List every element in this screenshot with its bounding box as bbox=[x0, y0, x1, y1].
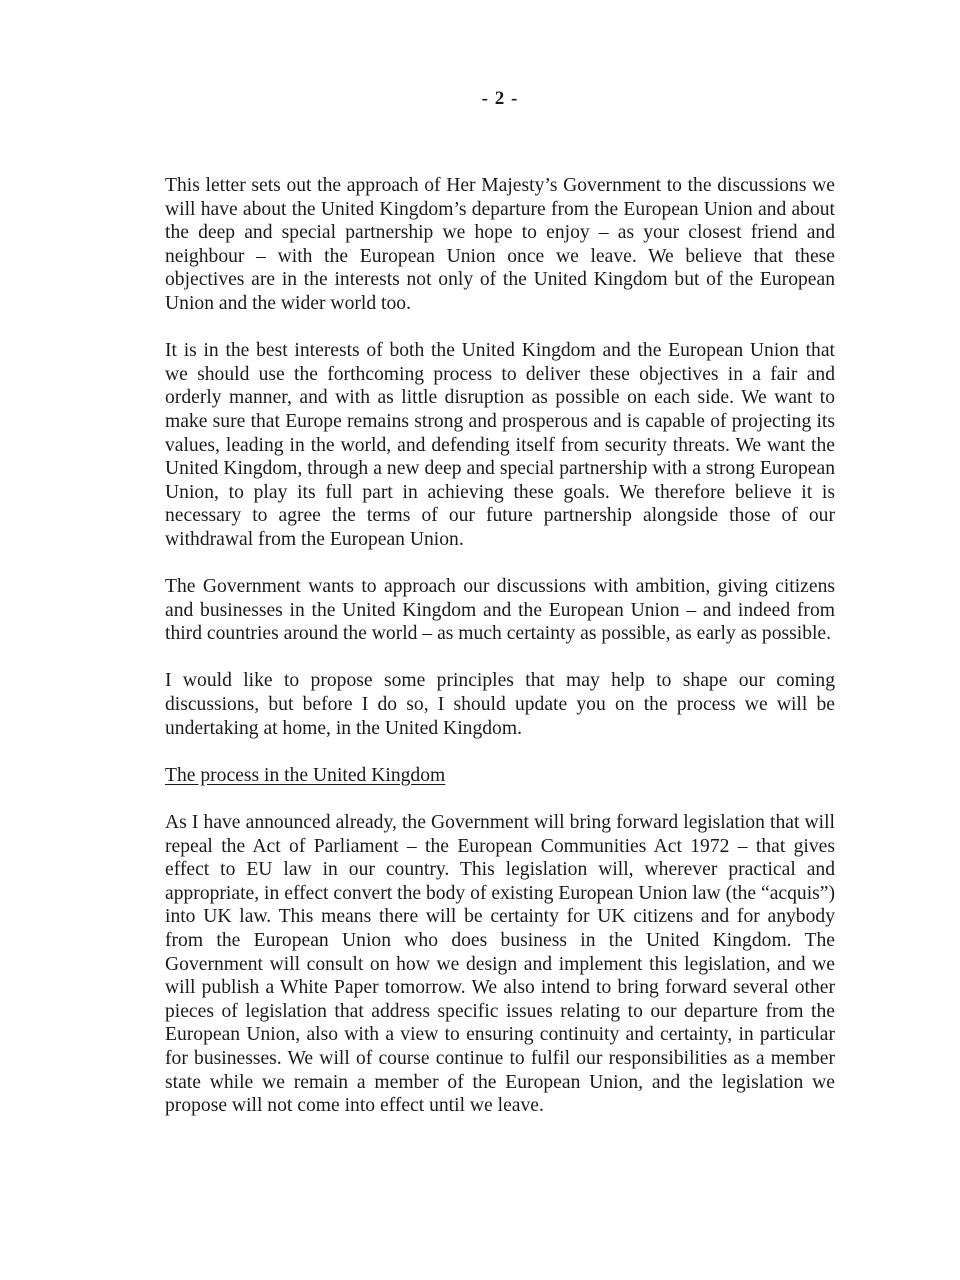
section-heading: The process in the United Kingdom bbox=[165, 764, 446, 786]
letter-body bbox=[165, 174, 835, 1141]
page-number: - 2 - bbox=[481, 88, 519, 109]
paragraph-approach-discussions: The Government wants to approach our discussions with ambition, giving citizens and businesses in the United Kingdom and the European Union – and indeed from third countries around the world – as much certainty as possible, as early as possible. bbox=[165, 576, 835, 645]
paragraph-propose-principles: I would like to propose some principles that may help to shape our coming discussions, but before I do so, I should update you on the process we will be undertaking at home, in the United Kingdom. bbox=[165, 670, 835, 739]
paragraph-legislation-process: As I have announced already, the Government will bring forward legislation that will repeal the Act of Parliament – the European Communities Act 1972 – that gives effect to EU law in our country. This legislation will, wherever practical and appropriate, in effect convert the body of existing European Union law (the “acquis”) into UK law. This means there will be certainty for UK citizens and for anybody from the European Union who does business in the United Kingdom. The Government will consult on how we design and implement this legislation, and we will publish a White Paper tomorrow. We also intend to bring forward several other pieces of legislation that address specific issues relating to our departure from the European Union, also with a view to ensuring continuity and certainty, in particular for businesses. We will of course continue to fulfil our responsibilities as a member state while we remain a member of the European Union, and the legislation we propose will not come into effect until we leave. bbox=[165, 812, 835, 1117]
paragraph-letter-purpose: This letter sets out the approach of Her Majesty’s Government to the discussions we will have about the United Kingdom’s departure from the European Union and about the deep and special partnership we hope to enjoy – as your closest friend and neighbour – with the European Union once we leave. We believe that these objectives are in the interests not only of the United Kingdom but of the European Union and the wider world too. bbox=[165, 175, 835, 314]
paragraph-best-interests: It is in the best interests of both the United Kingdom and the European Union that we should use the forthcoming process to deliver these objectives in a fair and orderly manner, and with as little disruption as possible on each side. We want to make sure that Europe remains strong and prosperous and is capable of projecting its values, leading in the world, and defending itself from security threats. We want the United Kingdom, through a new deep and special partnership with a strong European Union, to play its full part in achieving these goals. We therefore believe it is necessary to agree the terms of our future partnership alongside those of our withdrawal from the European Union. bbox=[165, 340, 835, 550]
